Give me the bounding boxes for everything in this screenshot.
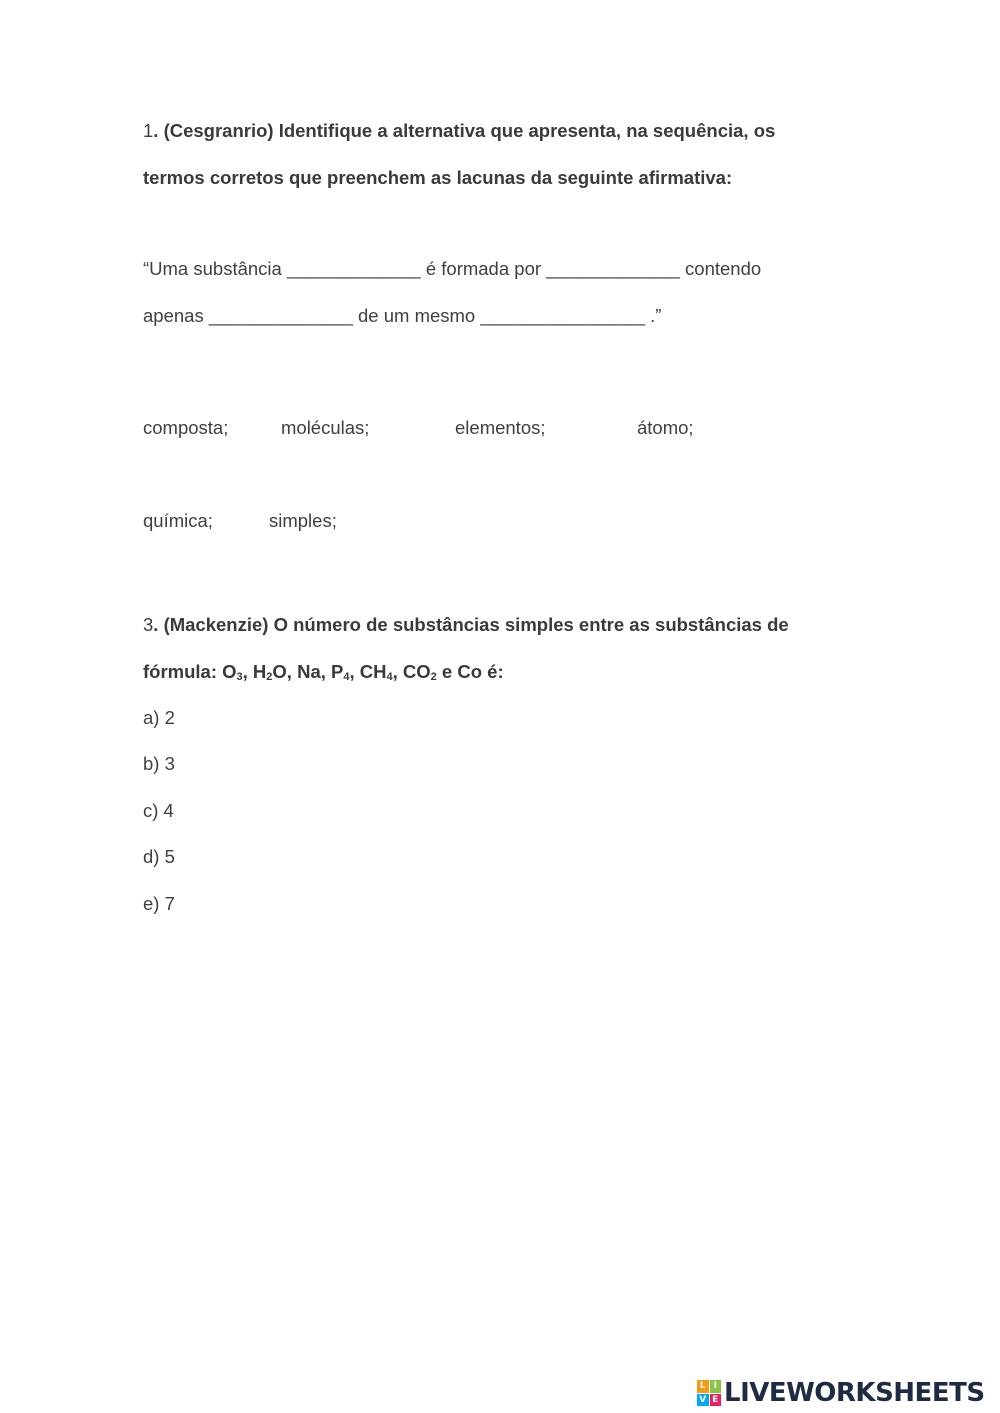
formula-text: fórmula: O bbox=[143, 661, 237, 682]
formula-subscript: 2 bbox=[430, 671, 437, 683]
word-bank-item[interactable]: elementos; bbox=[455, 417, 546, 438]
formula-text: e Co é: bbox=[436, 661, 504, 682]
word-bank-item[interactable]: composta; bbox=[143, 417, 229, 438]
answer-option-b[interactable]: b) 3 bbox=[143, 753, 175, 774]
question-3-title-text: . (Mackenzie) O número de substâncias simples entre as substâncias de bbox=[153, 614, 789, 635]
question-1-statement-line-2: apenas ______________ de um mesmo ________________ .” bbox=[143, 305, 662, 326]
logo-grid-icon bbox=[697, 1380, 721, 1406]
formula-subscript: 2 bbox=[266, 671, 273, 683]
question-3-formula-line bbox=[143, 660, 504, 689]
formula-subscript: 4 bbox=[343, 671, 350, 683]
question-1-title-line-2: termos corretos que preenchem as lacunas da seguinte afirmativa: bbox=[143, 167, 733, 188]
formula-text: , CH bbox=[349, 661, 387, 682]
logo-letter: E bbox=[710, 1394, 722, 1407]
formula-subscript: 4 bbox=[386, 671, 393, 683]
formula-text: , H bbox=[242, 661, 267, 682]
word-bank-item[interactable]: química; bbox=[143, 510, 213, 531]
answer-option-d[interactable]: d) 5 bbox=[143, 846, 175, 867]
logo-text: LIVEWORKSHEETS bbox=[724, 1378, 985, 1408]
answer-option-e[interactable]: e) 7 bbox=[143, 893, 175, 914]
logo-letter: V bbox=[697, 1394, 709, 1407]
answer-option-c[interactable]: c) 4 bbox=[143, 800, 174, 821]
word-bank-item[interactable]: simples; bbox=[269, 510, 337, 531]
formula-subscript: 3 bbox=[236, 671, 243, 683]
answer-option-a[interactable]: a) 2 bbox=[143, 707, 175, 728]
question-3-title-line-1 bbox=[143, 613, 789, 637]
logo-letter: L bbox=[697, 1380, 709, 1393]
formula-text: , CO bbox=[392, 661, 431, 682]
word-bank-item[interactable]: moléculas; bbox=[281, 417, 370, 438]
question-3-number: 3 bbox=[143, 614, 154, 635]
question-1-title-line-1 bbox=[143, 119, 775, 143]
question-1-title-text: . (Cesgranrio) Identifique a alternativa que apresenta, na sequência, os bbox=[153, 120, 776, 141]
question-1-statement-line-1: “Uma substância _____________ é formada por _____________ contendo bbox=[143, 258, 762, 279]
formula-text: O, Na, P bbox=[272, 661, 344, 682]
liveworksheets-logo bbox=[697, 1376, 993, 1410]
logo-letter: I bbox=[710, 1380, 722, 1393]
question-1-number: 1 bbox=[143, 120, 154, 141]
word-bank-item[interactable]: átomo; bbox=[637, 417, 694, 438]
